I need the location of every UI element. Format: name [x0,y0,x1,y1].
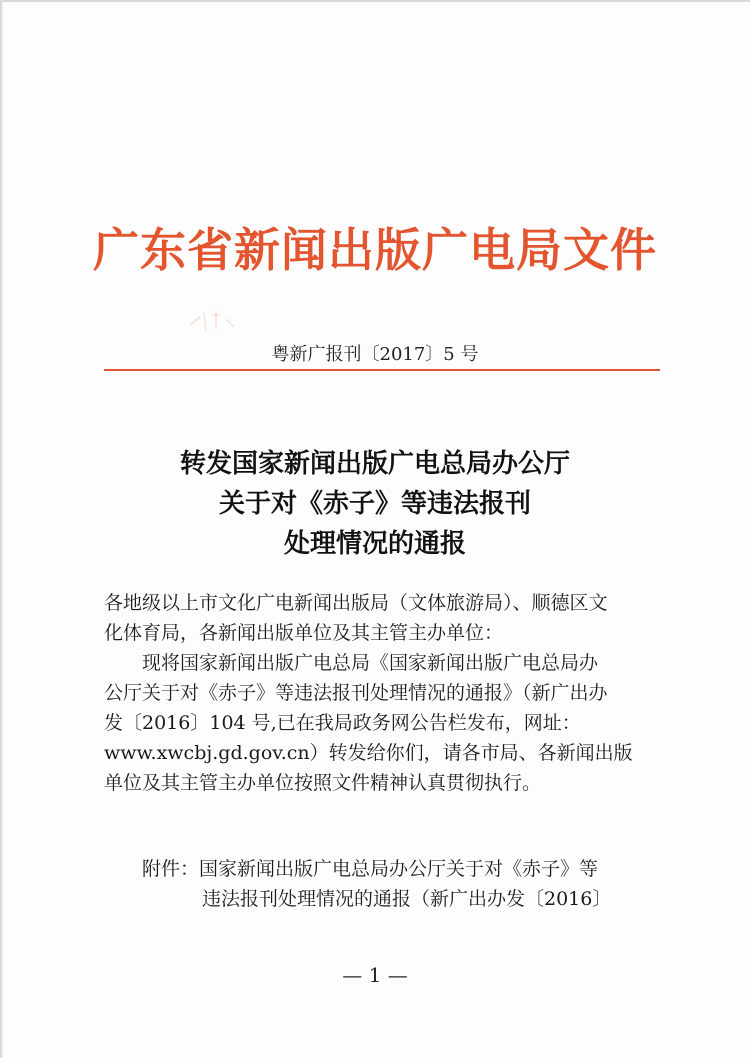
faint-stamp-mark [186,305,238,335]
title-line-1: 转发国家新闻出版广电总局办公厅 [179,449,570,479]
attachment-line-1: 附件：国家新闻出版广电总局办公厅关于对《赤子》等 [142,858,599,880]
body-line-2: 化体育局，各新闻出版单位及其主管主办单位： [104,622,504,644]
attachment-section [104,854,664,914]
body-line-5: 发〔2016〕104 号,已在我局政务网公告栏发布，网址： [104,712,581,734]
title-line-3: 处理情况的通报 [283,529,466,559]
title-line-2: 关于对《赤子》等违法报刊 [218,489,531,519]
body-line-1: 各地级以上市文化广电新闻出版局（文体旅游局）、顺德区文 [104,592,608,614]
document-number: 粤新广报刊〔2017〕5 号 [271,344,479,365]
body-line-6: www.xwcbj.gd.gov.cn）转发给你们，请各市局、各新闻出版 [104,742,633,764]
document-title [0,444,750,564]
attachment-line-2: 违法报刊处理情况的通报（新广出办发〔2016〕 [202,888,612,910]
red-divider-line [104,369,660,371]
body-line-7: 单位及其主管主办单位按照文件精神认真贯彻执行。 [104,772,542,794]
body-line-3: 现将国家新闻出版广电总局《国家新闻出版广电总局办 [142,652,599,674]
page-number: — 1 — [342,963,408,987]
scan-edge-top [0,0,750,2]
issuer-title: 广东省新闻出版广电局文件 [93,223,657,277]
body-line-4: 公厅关于对《赤子》等违法报刊处理情况的通报》（新广出办 [104,682,608,704]
document-body [104,588,664,798]
